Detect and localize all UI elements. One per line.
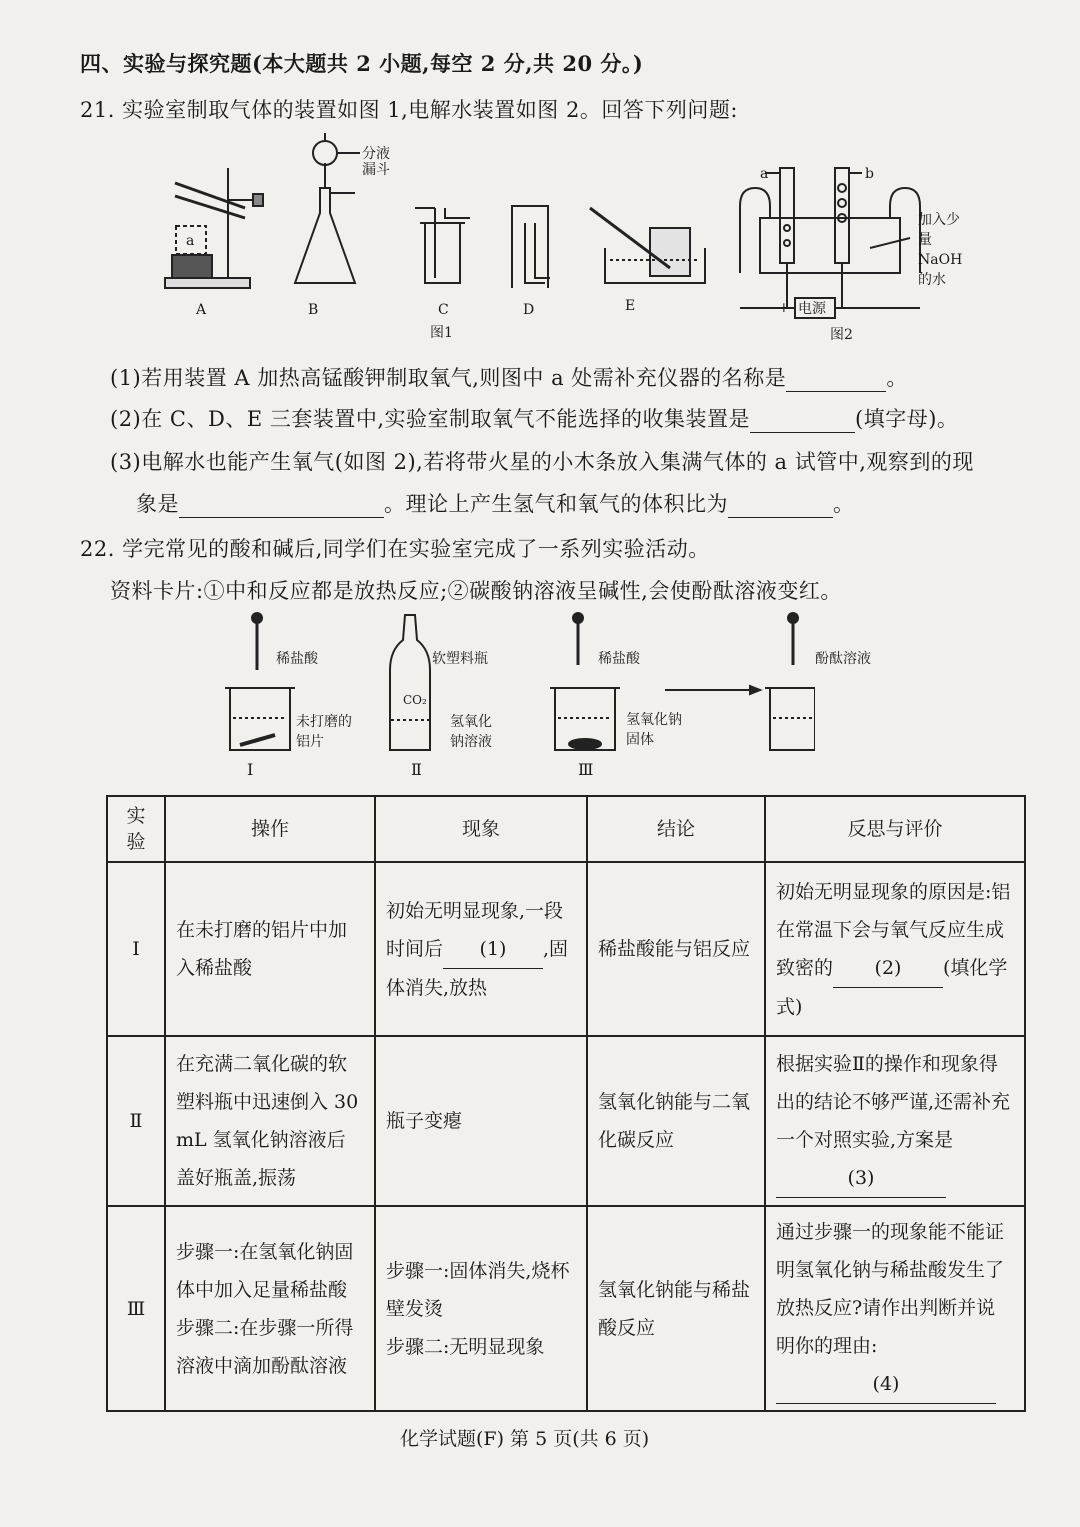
header-operation: 操作 bbox=[165, 796, 375, 862]
electrolysis-apparatus bbox=[740, 168, 920, 318]
fig1-caption: 图1 bbox=[430, 325, 453, 341]
label-B: B bbox=[308, 302, 319, 318]
row1-operation: 在未打磨的铝片中加入稀盐酸 bbox=[165, 862, 375, 1036]
header-conclusion: 结论 bbox=[587, 796, 765, 862]
label-D: D bbox=[523, 302, 535, 318]
fig2-caption: 图2 bbox=[830, 327, 853, 343]
apparatus-a bbox=[165, 168, 263, 288]
arrow-head bbox=[750, 686, 760, 694]
label-power: 电源 bbox=[798, 301, 826, 317]
header-experiment: 实验 bbox=[107, 796, 165, 862]
row1-id: Ⅰ bbox=[107, 862, 165, 1036]
row2-phenomenon: 瓶子变瘪 bbox=[375, 1036, 587, 1206]
table-header-row bbox=[107, 796, 1025, 862]
label-A: A bbox=[196, 302, 207, 318]
section-header: 四、实验与探究题(本大题共 2 小题,每空 2 分,共 20 分。) bbox=[80, 51, 644, 76]
label-co2: CO₂ bbox=[403, 693, 427, 707]
table-row bbox=[107, 1206, 1025, 1411]
answer-blank-21-1[interactable] bbox=[786, 391, 886, 392]
row2-operation: 在充满二氧化碳的软塑料瓶中迅速倒入 30 mL 氢氧化钠溶液后盖好瓶盖,振荡 bbox=[165, 1036, 375, 1206]
label-C: C bbox=[438, 302, 449, 318]
label-minus: - bbox=[842, 300, 847, 316]
label-tube-b: b bbox=[865, 166, 874, 182]
row2-reflection: 根据实验Ⅱ的操作和现象得出的结论不够严谨,还需补充一个对照实验,方案是 (3) bbox=[765, 1036, 1025, 1206]
apparatus-b bbox=[295, 133, 360, 283]
q22-info-card: 资料卡片:①中和反应都是放热反应;②碳酸钠溶液呈碱性,会使酚酞溶液变红。 bbox=[110, 579, 842, 603]
label-naoh-water: 加入少量NaOH的水 bbox=[918, 212, 963, 288]
answer-blank-22-1[interactable]: (1) bbox=[443, 930, 543, 969]
table-row bbox=[107, 1036, 1025, 1206]
label-hcl-1: 稀盐酸 bbox=[276, 651, 318, 667]
label-naoh-solution: 氢氧化钠溶液 bbox=[450, 714, 492, 750]
beaker-phenol bbox=[765, 613, 815, 750]
apparatus-c bbox=[415, 208, 470, 283]
page-footer: 化学试题(F) 第 5 页(共 6 页) bbox=[400, 1428, 650, 1450]
label-II: Ⅱ bbox=[411, 760, 422, 779]
q21-sub2: (2)在 C、D、E 三套装置中,实验室制取氧气不能选择的收集装置是 (填字母)。 bbox=[110, 407, 959, 431]
bottle-ii bbox=[390, 615, 430, 750]
row3-phenomenon: 步骤一:固体消失,烧杯壁发烫 步骤二:无明显现象 bbox=[375, 1206, 587, 1411]
row3-id: Ⅲ bbox=[107, 1206, 165, 1411]
experiment-table bbox=[106, 795, 1026, 1412]
answer-blank-21-3a[interactable] bbox=[179, 517, 384, 518]
label-bottle: 软塑料瓶 bbox=[432, 651, 488, 667]
label-tube-a: a bbox=[760, 166, 769, 182]
row1-phenomenon: 初始无明显现象,一段时间后 (1) ,固体消失,放热 bbox=[375, 862, 587, 1036]
label-funnel: 分液漏斗 bbox=[362, 146, 390, 178]
label-a: a bbox=[186, 233, 195, 249]
q21-sub3-line2: 象是 。理论上产生氢气和氧气的体积比为 。 bbox=[136, 492, 855, 516]
q21-figure bbox=[150, 128, 1010, 348]
label-phenolphthalein: 酚酞溶液 bbox=[815, 651, 871, 667]
table-row bbox=[107, 862, 1025, 1036]
row3-conclusion: 氢氧化钠能与稀盐酸反应 bbox=[587, 1206, 765, 1411]
row2-id: Ⅱ bbox=[107, 1036, 165, 1206]
header-reflection: 反思与评价 bbox=[765, 796, 1025, 862]
answer-blank-22-3[interactable]: (3) bbox=[776, 1159, 946, 1198]
q21-stem: 21. 实验室制取气体的装置如图 1,电解水装置如图 2。回答下列问题: bbox=[80, 98, 738, 122]
row2-conclusion: 氢氧化钠能与二氧化碳反应 bbox=[587, 1036, 765, 1206]
label-I: Ⅰ bbox=[247, 760, 254, 779]
row1-reflection: 初始无明显现象的原因是:铝在常温下会与氧气反应生成致密的 (2) (填化学式) bbox=[765, 862, 1025, 1036]
label-III: Ⅲ bbox=[578, 760, 594, 779]
row3-reflection: 通过步骤一的现象能不能证明氢氧化钠与稀盐酸发生了放热反应?请作出判断并说明你的理由: (4) bbox=[765, 1206, 1025, 1411]
answer-blank-22-2[interactable]: (2) bbox=[833, 949, 943, 988]
beaker-i bbox=[225, 613, 295, 750]
label-E: E bbox=[625, 298, 636, 314]
answer-blank-21-2[interactable] bbox=[750, 432, 855, 433]
q21-sub1: (1)若用装置 A 加热高锰酸钾制取氧气,则图中 a 处需补充仪器的名称是 。 bbox=[110, 366, 908, 390]
answer-blank-21-3b[interactable] bbox=[728, 517, 833, 518]
label-plus: + bbox=[778, 300, 790, 316]
row1-conclusion: 稀盐酸能与铝反应 bbox=[587, 862, 765, 1036]
apparatus-e bbox=[590, 208, 705, 283]
beaker-iii bbox=[550, 613, 620, 750]
q21-sub3-line1: (3)电解水也能产生氧气(如图 2),若将带火星的小木条放入集满气体的 a 试管中,观察到的现 bbox=[110, 450, 974, 474]
header-phenomenon: 现象 bbox=[375, 796, 587, 862]
row3-operation: 步骤一:在氢氧化钠固体中加入足量稀盐酸 步骤二:在步骤一所得溶液中滴加酚酞溶液 bbox=[165, 1206, 375, 1411]
answer-blank-22-4[interactable]: (4) bbox=[776, 1365, 996, 1404]
label-naoh-solid: 氢氧化钠固体 bbox=[626, 712, 682, 748]
label-hcl-3: 稀盐酸 bbox=[598, 651, 640, 667]
apparatus-d bbox=[512, 206, 550, 288]
q22-stem: 22. 学完常见的酸和碱后,同学们在实验室完成了一系列实验活动。 bbox=[80, 537, 710, 561]
label-al-sheet: 未打磨的铝片 bbox=[296, 714, 352, 750]
